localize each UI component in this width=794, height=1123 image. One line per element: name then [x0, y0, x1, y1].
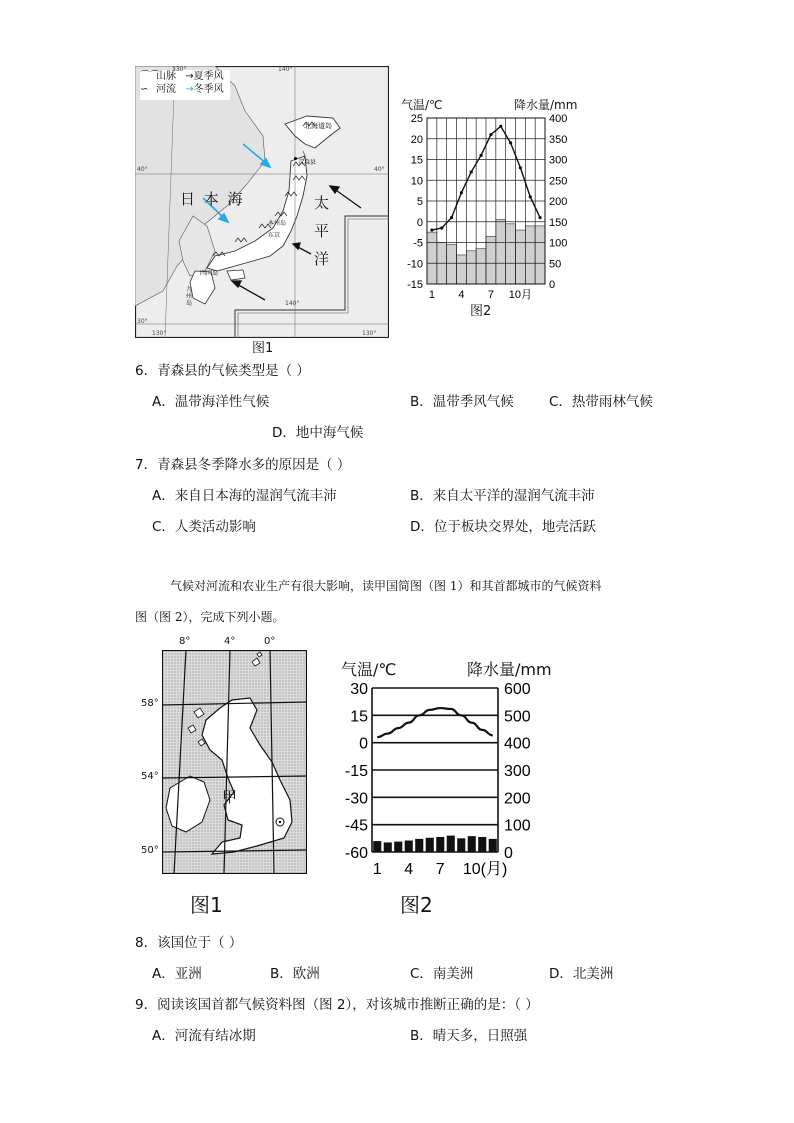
temp-tick-label: 20 [410, 133, 423, 146]
precip-bar [447, 245, 457, 284]
ocean-label-3: 洋 [314, 250, 330, 268]
month-tick-label: 10月 [508, 289, 533, 300]
temperature-point [499, 125, 502, 128]
lon-140-top: 140° [278, 66, 293, 73]
chart2-right-title: 降水量/mm [467, 660, 552, 679]
precip-tick-label: 50 [549, 258, 562, 271]
month-tick-label: 7 [487, 289, 494, 300]
legend-summer-wind-label: 夏季风 [193, 71, 224, 82]
shikoku-label: 四国岛 [200, 270, 219, 277]
temp-tick-label: -15 [407, 279, 423, 291]
precip-bar [516, 230, 526, 284]
temperature-point [519, 166, 522, 169]
arrow-right-icon: → [185, 71, 194, 82]
lon-130-bottom: 130° [152, 330, 167, 337]
top-climate-chart [405, 110, 575, 300]
temp-tick-label: 0 [359, 735, 368, 753]
temp-tick-label: 10 [410, 175, 423, 188]
precip-bar [426, 838, 434, 852]
precip-bar [394, 842, 402, 852]
month-tick-label: 1 [428, 289, 435, 300]
q9-stem: 9．阅读该国首都气候资料图（图 2），对该城市推断正确的是：（ ） [135, 997, 539, 1013]
top-chart-caption: 图2 [470, 304, 492, 319]
q7-option-a[interactable]: A．来自日本海的湿润气流丰沛 [152, 488, 337, 504]
lat-58-label: 58° [141, 698, 159, 709]
lon-130-top: 130° [172, 66, 187, 73]
chart1-right-title: 降水量/mm [514, 98, 578, 112]
q6-option-b[interactable]: B．温带季风气候 [410, 394, 514, 410]
chart1-left-title: 气温/℃ [401, 98, 443, 112]
precip-bar [535, 226, 545, 284]
temperature-point [529, 195, 532, 198]
precip-tick-label: 200 [504, 790, 531, 808]
temp-tick-label: -60 [344, 845, 368, 862]
lon-130-right: 130° [362, 330, 377, 337]
lon-0-label: 0° [264, 636, 276, 647]
month-tick-label: 7 [435, 861, 445, 878]
precip-tick-label: 150 [549, 216, 568, 229]
precip-bar [457, 838, 465, 852]
lat-40-right: 40° [374, 166, 385, 173]
temp-tick-label: -10 [407, 258, 423, 271]
river-legend-icon: ∽ [140, 84, 149, 95]
precip-tick-label: 600 [504, 681, 531, 698]
lat-50-label: 50° [141, 845, 159, 856]
q9-option-a[interactable]: A．河流有结冰期 [152, 1028, 256, 1044]
temp-tick-label: 15 [350, 708, 368, 726]
precip-bar [525, 226, 535, 284]
ocean-label-2: 平 [314, 222, 330, 240]
precip-bar [486, 236, 496, 284]
temperature-point [470, 170, 473, 173]
month-tick-label: 4 [458, 289, 465, 300]
chart2-left-title: 气温/℃ [341, 660, 397, 679]
precip-tick-label: 100 [504, 817, 531, 835]
temp-tick-label: 30 [350, 681, 368, 698]
temp-tick-label: -5 [413, 237, 423, 250]
ocean-label-1: 太 [314, 194, 330, 212]
precip-bar [476, 249, 486, 284]
precip-tick-label: 0 [504, 845, 513, 862]
q8-option-a[interactable]: A．亚洲 [152, 966, 202, 982]
q7-option-c[interactable]: C．人类活动影响 [152, 519, 256, 535]
bottom-map-caption: 图1 [190, 893, 223, 917]
lat-40-left: 40° [137, 166, 148, 173]
precip-bar [489, 839, 497, 852]
precip-bar [384, 842, 392, 852]
legend-winter-wind-label: 冬季风 [193, 84, 224, 95]
temperature-point [430, 228, 433, 231]
q8-option-b[interactable]: B．欧洲 [270, 966, 320, 982]
aomori-dot [294, 157, 297, 160]
precip-tick-label: 300 [549, 154, 568, 167]
temp-tick-label: 5 [416, 196, 423, 208]
q6-option-a[interactable]: A．温带海洋性气候 [152, 394, 270, 410]
q8-stem: 8．该国位于（ ） [135, 935, 243, 951]
q6-stem: 6．青森县的气候类型是（ ） [135, 363, 310, 379]
precip-bar [405, 841, 413, 852]
sea-label: 日 本 海 [180, 190, 245, 208]
precip-bar [427, 232, 437, 284]
hokkaido-label: 北海道岛 [304, 122, 332, 130]
month-tick-label: 1 [372, 861, 382, 878]
passage-line-1: 气候对河流和农业生产有很大影响，读甲国简图（图 1）和其首都城市的气候资料 [170, 579, 602, 593]
bottom-climate-chart [330, 676, 560, 881]
temperature-point [538, 216, 541, 219]
mountain-legend-icon: ⌒⌒ [140, 71, 160, 82]
temp-tick-label: -45 [344, 817, 368, 835]
temp-tick-label: 0 [416, 216, 423, 229]
precip-bar [436, 837, 444, 852]
precip-tick-label: 400 [549, 113, 568, 125]
legend-mountain-label: 山脉 [156, 71, 176, 82]
temperature-point [489, 133, 492, 136]
temperature-line [377, 708, 493, 737]
lon-8-label: 8° [179, 636, 191, 647]
top-map-caption: 图1 [252, 341, 274, 356]
temp-tick-label: 15 [410, 154, 423, 167]
legend-river-label: 河流 [156, 84, 176, 95]
q7-option-b[interactable]: B．来自太平洋的湿润气流丰沛 [410, 488, 595, 504]
q9-option-b[interactable]: B．晴天多，日照强 [410, 1028, 528, 1044]
uk-map [162, 650, 307, 874]
q6-option-d[interactable]: D．地中海气候 [272, 425, 364, 441]
lon-4-label: 4° [224, 636, 236, 647]
month-tick-label: 4 [404, 861, 414, 878]
temperature-point [450, 216, 453, 219]
precip-bar [447, 836, 455, 852]
tokyo-label: 东京 [268, 232, 281, 239]
temperature-point [479, 154, 482, 157]
aomori-label: 青森县 [298, 159, 317, 166]
precip-tick-label: 400 [504, 735, 531, 753]
precip-tick-label: 0 [549, 279, 556, 291]
temp-tick-label: -30 [344, 790, 368, 808]
temperature-point [509, 141, 512, 144]
precip-bar [457, 255, 467, 284]
japan-map [135, 66, 389, 338]
q7-stem: 7．青森县冬季降水多的原因是（ ） [135, 457, 351, 473]
passage-line-2: 图（图 2），完成下列小题。 [135, 610, 285, 624]
blue-arrow-icon: → [185, 84, 194, 95]
lat-54-label: 54° [141, 771, 159, 782]
precip-tick-label: 300 [504, 763, 531, 780]
precip-tick-label: 500 [504, 708, 531, 726]
bottom-chart-caption: 图2 [400, 893, 433, 917]
q6-option-c[interactable]: C．热带雨林气候 [549, 394, 653, 410]
lat-30-left: 30° [137, 318, 148, 325]
temperature-point [460, 191, 463, 194]
precip-tick-label: 200 [549, 196, 568, 208]
country-label: 甲 [222, 788, 238, 806]
month-unit-label: (月) [480, 861, 508, 878]
precip-tick-label: 250 [549, 175, 568, 188]
precip-tick-label: 350 [549, 133, 568, 146]
precip-bar [468, 836, 476, 852]
q8-option-d[interactable]: D．北美洲 [549, 966, 614, 982]
precip-bar [506, 224, 516, 284]
q7-option-d[interactable]: D．位于板块交界处，地壳活跃 [410, 519, 596, 535]
precip-bar [496, 220, 506, 284]
precip-tick-label: 100 [549, 237, 568, 250]
month-tick-label: 10 [462, 861, 481, 878]
map-legend [140, 70, 230, 100]
temperature-point [440, 226, 443, 229]
temp-tick-label: -15 [344, 763, 368, 780]
q8-option-c[interactable]: C．南美洲 [410, 966, 474, 982]
temp-tick-label: 25 [410, 113, 423, 125]
precip-bar [478, 837, 486, 852]
honshu-label: 本州岛 [268, 220, 287, 227]
lon-140-bottom: 140° [285, 300, 300, 307]
precip-bar [373, 841, 381, 852]
kyushu-label: 九州岛 [186, 286, 193, 307]
precip-bar [415, 839, 423, 852]
precip-bar [466, 251, 476, 284]
